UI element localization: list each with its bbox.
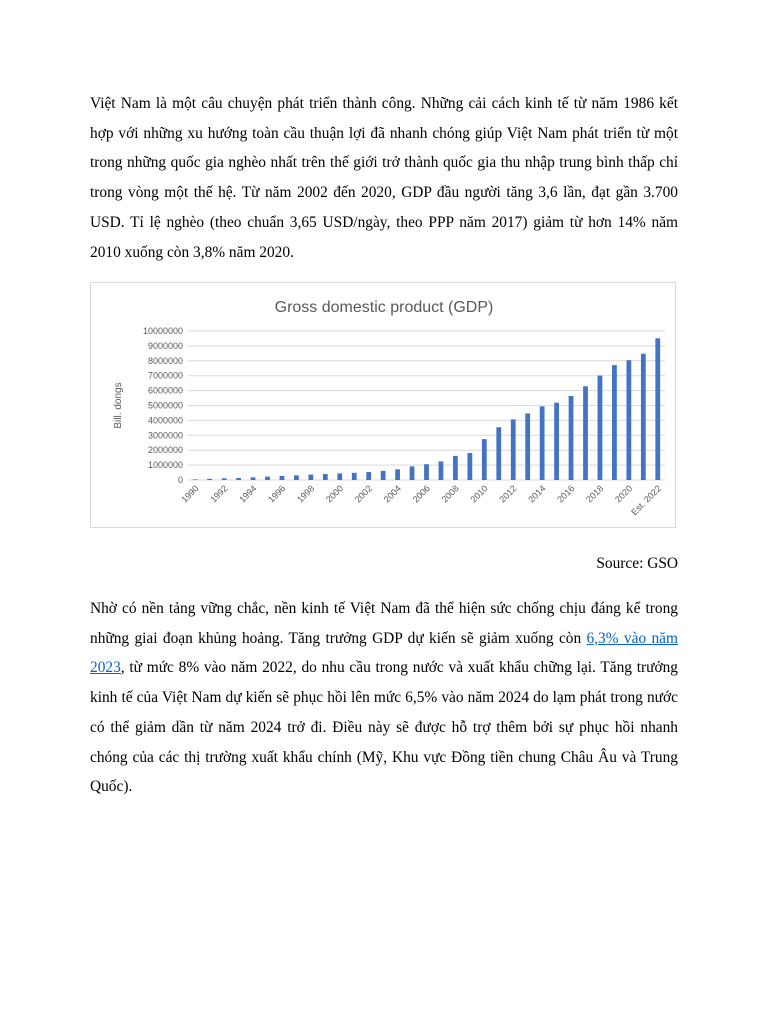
bar-1997: [294, 475, 299, 480]
gdp-chart: [90, 282, 676, 528]
bar-1993: [236, 478, 241, 480]
x-tick-label: 2016: [555, 483, 577, 505]
x-tick-label: 1996: [266, 483, 288, 505]
x-tick-label: Est. 2022: [629, 483, 664, 518]
gdp-forecast-link[interactable]: 6,3% vào năm 2023: [90, 629, 678, 677]
resilience-text-after-link: , từ mức 8% vào năm 2022, do nhu cầu trong nước và xuất khẩu chững lại. Tăng trưởng kinh tế của Việt Nam dự kiến sẽ phục hồi lên mức 6,5% vào năm 2024 do lạm phát trong nước có thể giảm dần từ năm 2024 trở đi. Điều này sẽ được hỗ trợ thêm bởi sự phục hồi nhanh chóng của các thị trường xuất khẩu chính (Mỹ, Khu vực Đồng tiền chung Châu Âu và Trung Quốc).: [90, 659, 678, 796]
x-tick-label: 2008: [439, 483, 461, 505]
x-tick-label: 2002: [352, 483, 375, 505]
bar-1991: [207, 479, 212, 480]
bar-2011: [496, 427, 501, 480]
bar-1995: [265, 477, 270, 480]
y-tick-label: 1000000: [147, 460, 183, 471]
bar-2010: [482, 439, 487, 480]
bar-1996: [280, 476, 285, 480]
bar-2012: [511, 419, 516, 480]
chart-source: Source: GSO: [596, 555, 678, 572]
bar-2007: [439, 461, 444, 480]
x-tick-label: 2012: [497, 483, 519, 505]
y-tick-label: 3000000: [147, 430, 183, 441]
bar-2020: [626, 360, 631, 480]
x-tick-label: 2014: [526, 483, 548, 505]
y-tick-label: 0: [177, 475, 183, 485]
x-tick-label: 1990: [179, 483, 201, 505]
bar-2003: [381, 471, 386, 480]
bar-2005: [410, 466, 415, 480]
bar-2016: [569, 396, 574, 480]
bar-2008: [453, 456, 458, 480]
bar-2013: [525, 413, 530, 480]
y-tick-label: 2000000: [147, 445, 183, 456]
bar-2006: [424, 464, 429, 480]
x-tick-label: 2006: [410, 483, 432, 505]
gdp-chart-svg: [91, 283, 677, 529]
chart-title: Gross domestic product (GDP): [274, 299, 494, 316]
bar-2009: [467, 453, 472, 480]
bar-1992: [222, 478, 227, 480]
bar-2002: [366, 472, 371, 480]
bar-2001: [352, 473, 357, 480]
y-tick-label: 9000000: [147, 340, 183, 351]
bar-2017: [583, 386, 588, 480]
resilience-text-before-link: Nhờ có nền tảng vững chắc, nền kinh tế Việt Nam đã thể hiện sức chống chịu đáng kể trong những giai đoạn khủng hoảng. Tăng trưởng GDP dự kiến sẽ giảm xuống còn: [90, 600, 678, 647]
bar-2014: [540, 406, 545, 480]
x-tick-label: 1998: [295, 483, 317, 505]
bar-1999: [323, 474, 328, 480]
x-tick-label: 1992: [208, 483, 230, 505]
y-tick-label: 4000000: [147, 415, 183, 426]
bar-2018: [598, 376, 603, 480]
bar-1990: [193, 479, 198, 480]
bar-1994: [251, 477, 256, 480]
bar-2019: [612, 365, 617, 480]
x-tick-label: 2010: [468, 483, 490, 505]
y-tick-label: 8000000: [147, 355, 183, 366]
x-tick-label: 1994: [237, 483, 259, 505]
x-tick-label: 2004: [381, 483, 404, 505]
bar-2000: [337, 473, 342, 480]
y-tick-label: 6000000: [147, 385, 183, 396]
x-tick-label: 2000: [323, 483, 346, 505]
y-axis-label: Bill. dongs: [113, 382, 124, 429]
y-tick-label: 7000000: [147, 370, 183, 381]
bar-2015: [554, 403, 559, 480]
x-tick-label: 2018: [584, 483, 606, 505]
bar-est-2022: [655, 338, 660, 480]
x-tick-label: 2020: [613, 483, 635, 505]
bar-2021: [641, 354, 646, 480]
y-tick-label: 5000000: [147, 400, 183, 411]
intro-paragraph: Việt Nam là một câu chuyện phát triển thành công. Những cải cách kinh tế từ năm 1986 kết hợp với những xu hướng toàn cầu thuận lợi đã nhanh chóng giúp Việt Nam phát triển từ một trong những quốc gia nghèo nhất trên thế giới trở thành quốc gia thu nhập trung bình thấp chỉ trong vòng một thế hệ. Từ năm 2002 đến 2020, GDP đầu người tăng 3,6 lần, đạt gần 3.700 USD. Tỉ lệ nghèo (theo chuẩn 3,65 USD/ngày, theo PPP năm 2017) giảm từ hơn 14% năm 2010 xuống còn 3,8% năm 2020.: [90, 95, 678, 261]
resilience-paragraph: [90, 594, 678, 802]
bar-2004: [395, 469, 400, 480]
y-tick-label: 10000000: [142, 326, 183, 336]
bar-1998: [308, 475, 313, 480]
